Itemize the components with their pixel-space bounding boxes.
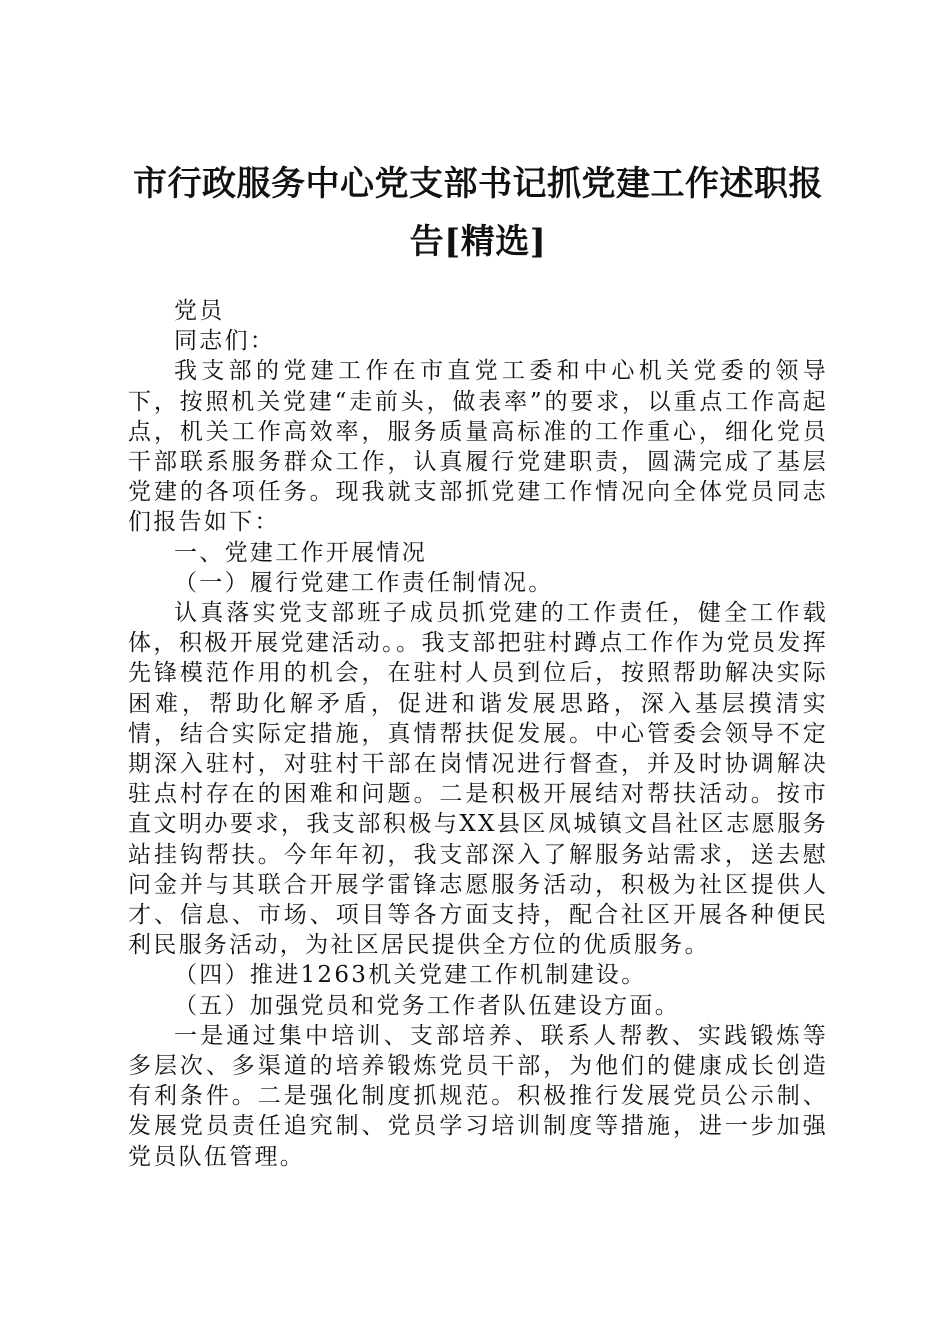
document-title-line-1: 市行政服务中心党支部书记抓党建工作述职报 [133, 164, 823, 204]
document-body [128, 296, 828, 1172]
subsection-heading: （一）履行党建工作责任制情况。 [174, 569, 554, 596]
subsection-heading: （四）推进1263机关党建工作机制建设。 [174, 962, 647, 989]
intro-paragraph: 我支部的党建工作在市直党工委和中心机关党委的领导下，按照机关党建“走前头，做表率”的要求，以重点工作高起点，机关工作高效率，服务质量高标准的工作重心，细化党员干部联系服务群众工作，认真履行党建职责，圆满完成了基层党建的各项任务。现我就支部抓党建工作情况向全体党员同志们报告如下： [128, 358, 828, 536]
salutation-line-2: 同志们： [174, 328, 276, 355]
body-paragraph: 认真落实党支部班子成员抓党建的工作责任，健全工作载体，积极开展党建活动。。我支部把驻村蹲点工作作为党员发挥先锋模范作用的机会，在驻村人员到位后，按照帮助解决实际困难，帮助化解矛盾，促进和谐发展思路，深入基层摸清实情，结合实际定措施，真情帮扶促发展。中心管委会领导不定期深入驻村，对驻村干部在岗情况进行督查，并及时协调解决驻点村存在的困难和问题。二是积极开展结对帮扶活动。按市直文明办要求，我支部积极与XX县区凤城镇文昌社区志愿服务站挂钩帮扶。今年年初，我支部深入了解服务站需求，送去慰问金并与其联合开展学雷锋志愿服务活动，积极为社区提供人才、信息、市场、项目等各方面支持，配合社区开展各种便民利民服务活动，为社区居民提供全方位的优质服务。 [128, 600, 828, 959]
section-heading: 一、党建工作开展情况 [174, 539, 427, 566]
salutation-line-1: 党员 [174, 298, 225, 324]
body-paragraph: 一是通过集中培训、支部培养、联系人帮教、实践锻炼等多层次、多渠道的培养锻炼党员干部，为他们的健康成长创造有利条件。二是强化制度抓规范。积极推行发展党员公示制、发展党员责任追究制、党员学习培训制度等措施，进一步加强党员队伍管理。 [128, 1022, 828, 1170]
document-title-line-2: 告[精选] [409, 222, 547, 262]
subsection-heading: （五）加强党员和党务工作者队伍建设方面。 [174, 992, 680, 1019]
